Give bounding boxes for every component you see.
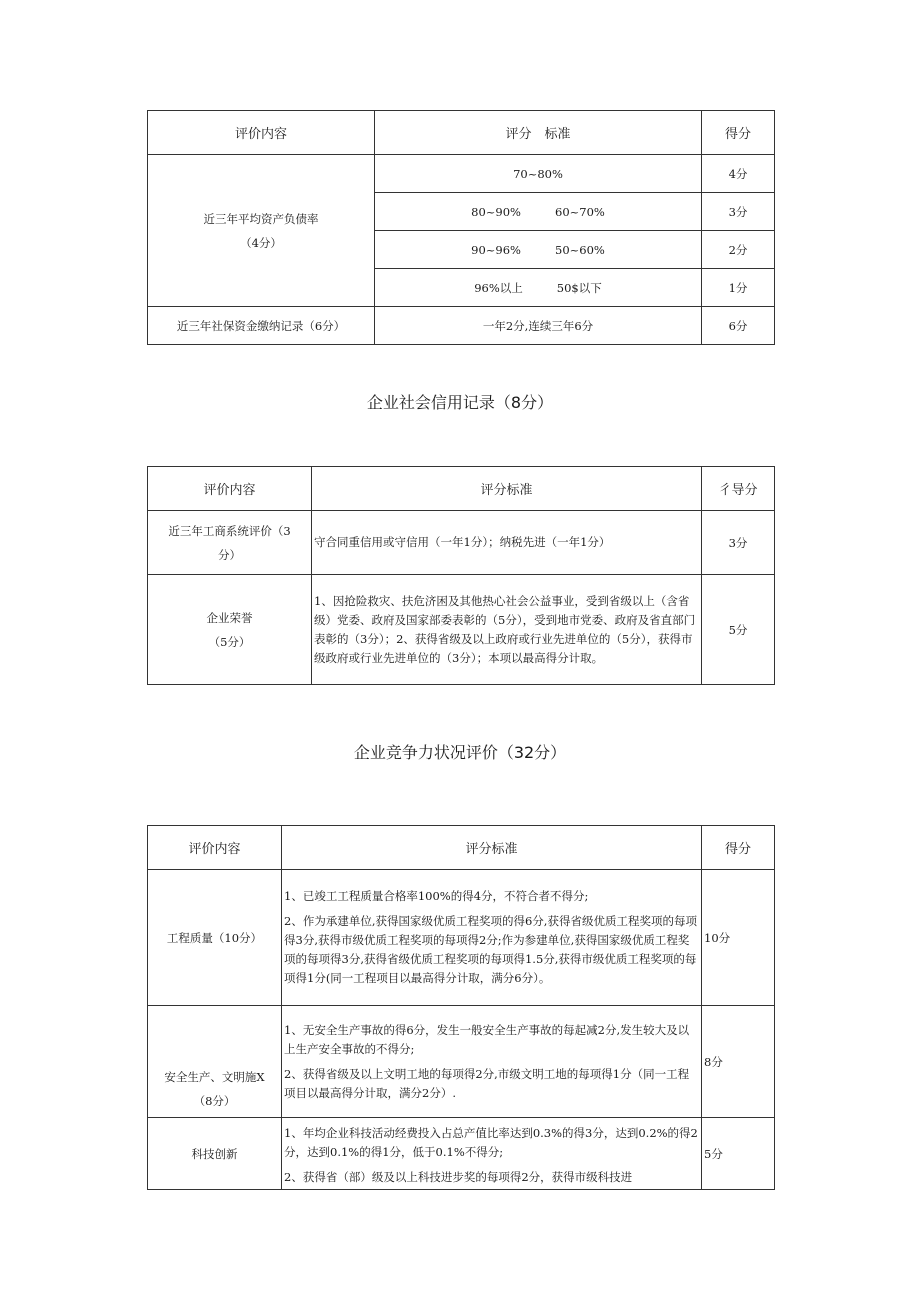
header-content: 评价内容 [148,467,312,511]
standard-item-1: 1、已竣工工程质量合格率100%的得4分，不符合者不得分; [284,889,589,903]
debt-ratio-label: 近三年平均资产负债率 [203,211,319,226]
row-label: 企业荣誉 [206,610,253,625]
quality-score: 10分 [702,870,775,1006]
section-title-competitiveness: 企业竞争力状况评价（32分） [353,743,567,762]
standard-cell [375,269,702,307]
safety-standard [282,1006,702,1118]
score-cell: 1分 [702,269,775,307]
row-label-points: 分） [218,547,241,562]
safety-label-cell [148,1006,282,1118]
credit-record-table [147,466,775,685]
row-label-points: （5分） [208,634,251,649]
debt-ratio-label-cell [148,155,375,307]
debt-ratio-table [147,110,775,345]
social-insurance-score: 6分 [702,307,775,345]
header-score: 彳导分 [702,467,775,511]
range-a: 70~80% [513,166,563,181]
honor-label-cell [148,575,312,685]
score-cell: 3分 [702,193,775,231]
row-label: 科技创新 [191,1146,238,1161]
business-eval-label-cell [148,511,312,575]
honor-score: 5分 [702,575,775,685]
standard-item-2: 2、作为承建单位,获得国家级优质工程奖项的得6分,获得省级优质工程奖项的每项得3分,获得市级优质工程奖项的每项得2分;作为参建单位,获得国家级优质工程奖项的每项得3分,获得省级优质工程奖项的每项得1.5分,获得市级优质工程奖项的每项得1分(同一工程项目以最高得分计取，满分6分）。 [284,914,697,985]
quality-label-cell [148,870,282,1006]
row-label: 工程质量（10分） [166,930,263,945]
header-content: 评价内容 [148,826,282,870]
innovation-standard [282,1118,702,1190]
competitiveness-table [147,825,775,1190]
safety-score: 8分 [702,1006,775,1118]
header-score: 得分 [702,111,775,155]
standard-cell [375,193,702,231]
row-label-points: （8分） [193,1094,236,1108]
standard-cell [375,231,702,269]
range-b: 50~60% [555,242,605,257]
range-a: 96%以上 [474,280,523,295]
range-b: 60~70% [555,204,605,219]
header-score: 得分 [702,826,775,870]
standard-item-1: 1、年均企业科技活动经费投入占总产值比率达到0.3%的得3分，达到0.2%的得2分，达到0.1%的得1分，低于0.1%不得分; [284,1126,698,1159]
score-cell: 2分 [702,231,775,269]
standard-item-1: 1、无安全生产事故的得6分，发生一般安全生产事故的每起减2分,发生较大及以上生产安全事故的不得分; [284,1022,690,1056]
social-insurance-label: 近三年社保资金缴纳记录（6分） [148,307,375,345]
social-insurance-standard: 一年2分,连续三年6分 [375,307,702,345]
standard-item-2: 2、获得省（部）级及以上科技进步奖的每项得2分，获得市级科技进 [284,1170,633,1184]
quality-standard [282,870,702,1006]
innovation-score: 5分 [702,1118,775,1190]
range-b: 50$以下 [556,280,602,295]
header-standard: 评分标准 [282,826,702,870]
row-label: 安全生产、文明施X [164,1070,265,1084]
business-eval-score: 3分 [702,511,775,575]
header-content: 评价内容 [148,111,375,155]
honor-standard: 1、因抢险救灾、扶危济困及其他热心社会公益事业，受到省级以上（含省级）党委、政府及国家部委表彰的（5分），受到地市党委、政府及省直部门表彰的（3分）；2、获得省级及以上政府或行业先进单位的（5分），获得市级政府或行业先进单位的（3分）；本项以最高得分计取。 [312,575,702,685]
section-title-credit: 企业社会信用记录（8分） [366,393,554,412]
standard-cell [375,155,702,193]
innovation-label-cell [148,1118,282,1190]
standard-item-2: 2、获得省级及以上文明工地的每项得2分,市级文明工地的每项得1分（同一工程项目以最高得分计取，满分2分）. [284,1066,690,1100]
debt-ratio-points: （4分） [240,235,282,250]
range-a: 90~96% [471,242,521,257]
row-label: 近三年工商系统评价（3 [168,523,291,538]
header-standard: 评分标准 [312,467,702,511]
business-eval-standard: 守合同重信用或守信用（一年1分）；纳税先进（一年1分） [312,511,702,575]
range-a: 80~90% [471,204,521,219]
header-standard: 评分 标准 [375,111,702,155]
score-cell: 4分 [702,155,775,193]
